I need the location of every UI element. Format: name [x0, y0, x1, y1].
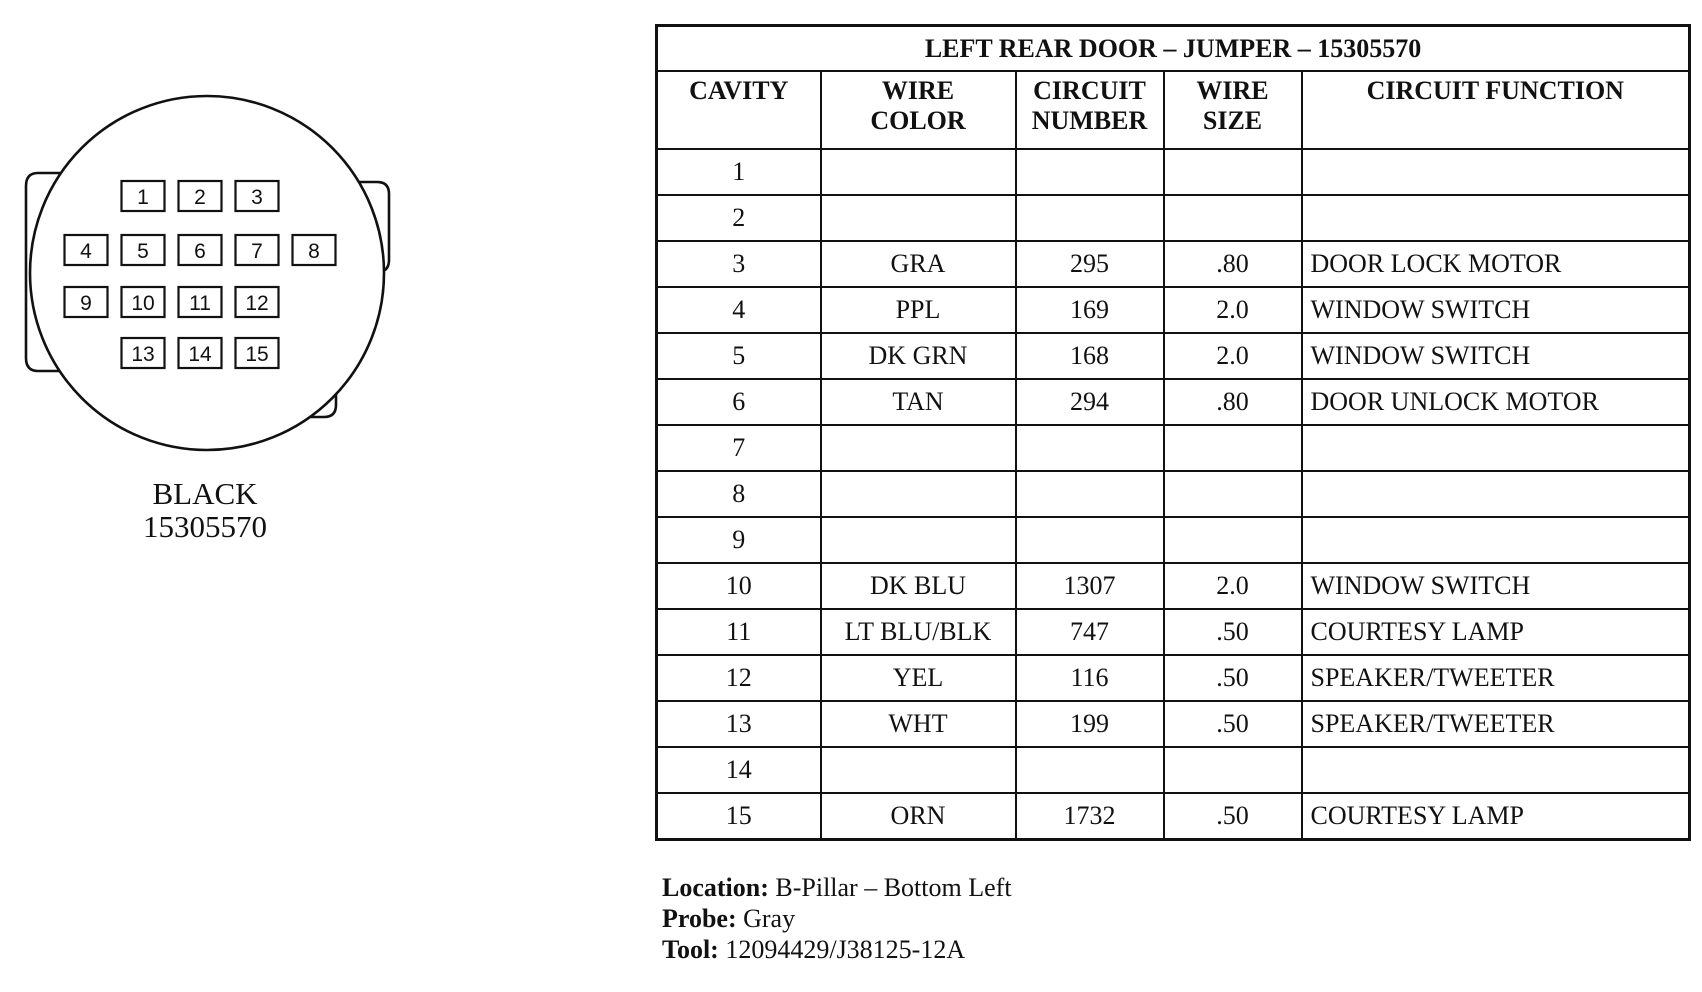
- circuit-number-cell: [1016, 747, 1164, 793]
- cavity-cell: 15: [657, 793, 821, 840]
- connector-pin-number: 8: [308, 240, 320, 263]
- wire-size-cell: [1164, 517, 1302, 563]
- connector-pin-number: 2: [194, 186, 206, 209]
- table-header-row: [657, 71, 1690, 149]
- cavity-cell: 12: [657, 655, 821, 701]
- note-tool: [662, 934, 1012, 965]
- header-wire-size: [1164, 71, 1302, 149]
- connector-pin-number: 1: [137, 186, 149, 209]
- circuit-function-cell: [1302, 471, 1690, 517]
- connector-pin-number: 9: [80, 292, 92, 315]
- circuit-function-cell: WINDOW SWITCH: [1302, 287, 1690, 333]
- connector-pin: [65, 235, 108, 265]
- circuit-function-cell: [1302, 425, 1690, 471]
- wire-size-cell: .50: [1164, 609, 1302, 655]
- header-wire-size-line1: WIRE: [1196, 76, 1269, 105]
- circuit-number-cell: 1307: [1016, 563, 1164, 609]
- table-row: [657, 287, 1690, 333]
- connector-notes: [662, 872, 1012, 965]
- cavity-cell: 9: [657, 517, 821, 563]
- wire-color-cell: GRA: [821, 241, 1016, 287]
- connector-pin-number: 12: [245, 292, 269, 315]
- circuit-number-cell: [1016, 471, 1164, 517]
- table-body: [657, 149, 1690, 840]
- circuit-function-cell: SPEAKER/TWEETER: [1302, 655, 1690, 701]
- connector-face-diagram: [0, 0, 420, 460]
- table-row: [657, 241, 1690, 287]
- cavity-cell: 5: [657, 333, 821, 379]
- connector-pin: [122, 181, 165, 211]
- circuit-number-cell: 116: [1016, 655, 1164, 701]
- circuit-function-cell: DOOR UNLOCK MOTOR: [1302, 379, 1690, 425]
- connector-pin: [236, 338, 279, 368]
- header-circuit-number-line2: NUMBER: [1031, 106, 1148, 135]
- connector-pin: [236, 181, 279, 211]
- table-title-row: [657, 26, 1690, 72]
- connector-pin-number: 13: [131, 343, 155, 366]
- table-row: [657, 655, 1690, 701]
- connector-pin-number: 10: [131, 292, 155, 315]
- table-row: [657, 425, 1690, 471]
- circuit-number-cell: 294: [1016, 379, 1164, 425]
- wire-color-cell: LT BLU/BLK: [821, 609, 1016, 655]
- connector-pin-number: 14: [188, 343, 212, 366]
- header-cavity: [657, 71, 821, 149]
- circuit-function-cell: COURTESY LAMP: [1302, 793, 1690, 840]
- table-row: [657, 701, 1690, 747]
- cavity-cell: 7: [657, 425, 821, 471]
- circuit-number-cell: [1016, 425, 1164, 471]
- connector-pin-number: 6: [194, 240, 206, 263]
- wire-size-cell: .50: [1164, 701, 1302, 747]
- note-probe: [662, 903, 1012, 934]
- wire-color-cell: DK GRN: [821, 333, 1016, 379]
- wire-color-cell: [821, 471, 1016, 517]
- wire-size-cell: .50: [1164, 793, 1302, 840]
- cavity-cell: 10: [657, 563, 821, 609]
- note-probe-label: Probe:: [662, 904, 737, 933]
- circuit-number-cell: 199: [1016, 701, 1164, 747]
- cavity-cell: 8: [657, 471, 821, 517]
- table-row: [657, 517, 1690, 563]
- circuit-function-cell: COURTESY LAMP: [1302, 609, 1690, 655]
- table-title: LEFT REAR DOOR – JUMPER – 15305570: [657, 26, 1690, 72]
- connector-part-number: 15305570: [143, 509, 267, 544]
- connector-color-label: BLACK: [152, 476, 258, 511]
- table-row: [657, 747, 1690, 793]
- header-wire-color-line2: COLOR: [870, 106, 966, 135]
- pinout-table: [655, 24, 1691, 841]
- connector-pin: [179, 338, 222, 368]
- cavity-cell: 1: [657, 149, 821, 195]
- cavity-cell: 3: [657, 241, 821, 287]
- wire-size-cell: [1164, 195, 1302, 241]
- connector-pin: [122, 338, 165, 368]
- table-row: [657, 609, 1690, 655]
- table-row: [657, 471, 1690, 517]
- circuit-function-cell: [1302, 149, 1690, 195]
- connector-pin: [65, 287, 108, 317]
- wire-size-cell: 2.0: [1164, 563, 1302, 609]
- note-location-label: Location:: [662, 873, 769, 902]
- circuit-function-cell: DOOR LOCK MOTOR: [1302, 241, 1690, 287]
- note-tool-label: Tool:: [662, 935, 719, 964]
- cavity-cell: 4: [657, 287, 821, 333]
- circuit-number-cell: 1732: [1016, 793, 1164, 840]
- connector-pin: [236, 287, 279, 317]
- wire-size-cell: .80: [1164, 241, 1302, 287]
- wire-size-cell: [1164, 747, 1302, 793]
- wire-size-cell: [1164, 471, 1302, 517]
- connector-pin: [293, 235, 336, 265]
- circuit-function-cell: [1302, 747, 1690, 793]
- circuit-function-cell: WINDOW SWITCH: [1302, 563, 1690, 609]
- header-cavity-text: CAVITY: [689, 76, 789, 105]
- wire-color-cell: [821, 425, 1016, 471]
- wire-color-cell: [821, 747, 1016, 793]
- header-wire-size-line2: SIZE: [1202, 106, 1263, 135]
- connector-body: [30, 96, 384, 450]
- header-circuit-function: [1302, 71, 1690, 149]
- table-row: [657, 149, 1690, 195]
- connector-pin-number: 7: [251, 240, 263, 263]
- note-location: [662, 872, 1012, 903]
- table-row: [657, 379, 1690, 425]
- connector-pin-number: 3: [251, 186, 263, 209]
- wire-size-cell: 2.0: [1164, 287, 1302, 333]
- circuit-number-cell: [1016, 517, 1164, 563]
- circuit-function-cell: [1302, 195, 1690, 241]
- wire-color-cell: [821, 149, 1016, 195]
- cavity-cell: 14: [657, 747, 821, 793]
- wire-color-cell: DK BLU: [821, 563, 1016, 609]
- note-probe-value: Gray: [743, 904, 796, 933]
- cavity-cell: 11: [657, 609, 821, 655]
- wire-size-cell: .50: [1164, 655, 1302, 701]
- circuit-number-cell: 168: [1016, 333, 1164, 379]
- connector-pin-number: 4: [80, 240, 92, 263]
- circuit-number-cell: [1016, 195, 1164, 241]
- circuit-function-cell: WINDOW SWITCH: [1302, 333, 1690, 379]
- circuit-function-cell: [1302, 517, 1690, 563]
- connector-pin: [179, 287, 222, 317]
- circuit-number-cell: 169: [1016, 287, 1164, 333]
- cavity-cell: 6: [657, 379, 821, 425]
- cavity-cell: 2: [657, 195, 821, 241]
- connector-pin: [179, 235, 222, 265]
- wire-color-cell: [821, 195, 1016, 241]
- wire-color-cell: [821, 517, 1016, 563]
- header-circuit-function-text: CIRCUIT FUNCTION: [1366, 76, 1624, 105]
- circuit-number-cell: 747: [1016, 609, 1164, 655]
- cavity-cell: 13: [657, 701, 821, 747]
- wire-size-cell: [1164, 149, 1302, 195]
- connector-pin: [236, 235, 279, 265]
- header-wire-color-line1: WIRE: [881, 76, 955, 105]
- table-row: [657, 333, 1690, 379]
- connector-pin: [122, 235, 165, 265]
- header-wire-color: [821, 71, 1016, 149]
- table-row: [657, 793, 1690, 840]
- wire-color-cell: YEL: [821, 655, 1016, 701]
- wire-color-cell: WHT: [821, 701, 1016, 747]
- table-row: [657, 195, 1690, 241]
- circuit-number-cell: [1016, 149, 1164, 195]
- circuit-function-cell: SPEAKER/TWEETER: [1302, 701, 1690, 747]
- table-row: [657, 563, 1690, 609]
- connector-pin-number: 15: [245, 343, 269, 366]
- connector-pin-number: 11: [189, 292, 211, 315]
- wire-size-cell: [1164, 425, 1302, 471]
- header-circuit-number-line1: CIRCUIT: [1033, 76, 1146, 105]
- wire-size-cell: 2.0: [1164, 333, 1302, 379]
- note-tool-value: 12094429/J38125-12A: [725, 935, 966, 964]
- wire-color-cell: PPL: [821, 287, 1016, 333]
- wire-color-cell: TAN: [821, 379, 1016, 425]
- note-location-value: B-Pillar – Bottom Left: [775, 873, 1012, 902]
- connector-pin-number: 5: [137, 240, 149, 263]
- wire-color-cell: ORN: [821, 793, 1016, 840]
- connector-pin: [122, 287, 165, 317]
- header-circuit-number: [1016, 71, 1164, 149]
- circuit-number-cell: 295: [1016, 241, 1164, 287]
- connector-pin: [179, 181, 222, 211]
- wire-size-cell: .80: [1164, 379, 1302, 425]
